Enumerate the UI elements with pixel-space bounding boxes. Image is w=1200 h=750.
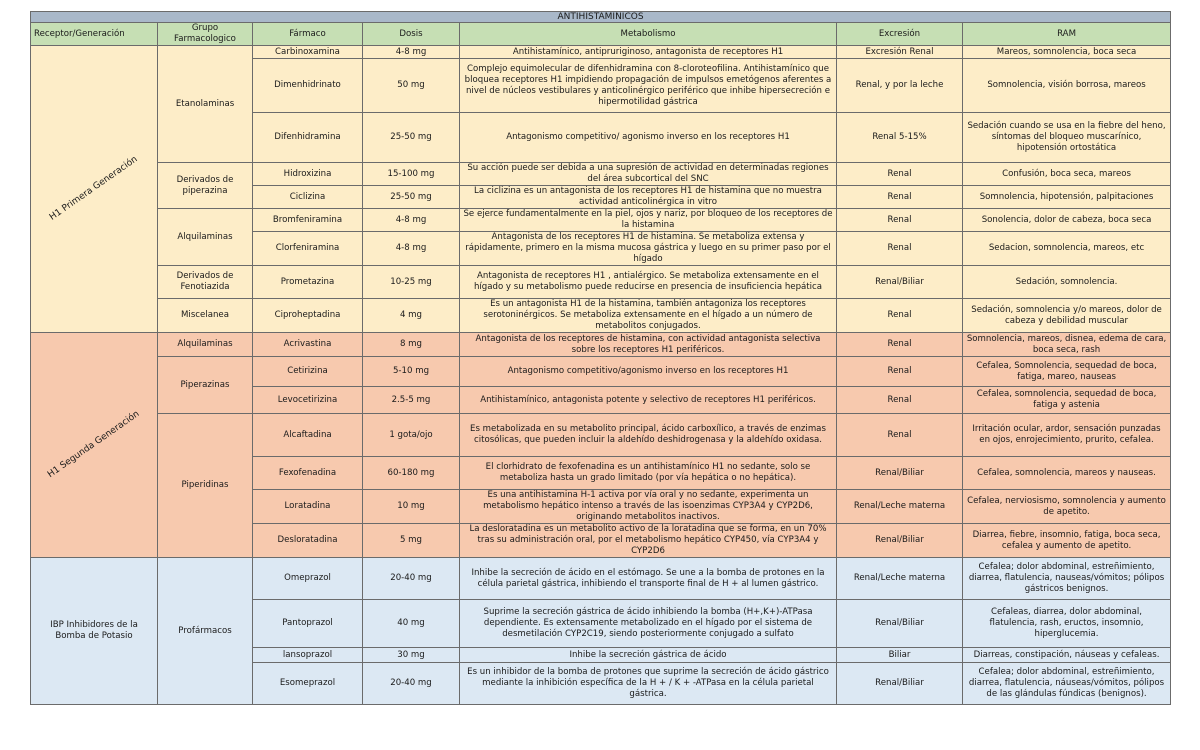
header-grupo: Grupo Farmacologico (158, 23, 253, 46)
adverse-reactions-cell: Diarrea, fiebre, insomnio, fatiga, boca seca, cefalea y aumento de apetito. (963, 524, 1171, 558)
drug-name-cell: Dimenhidrinato (253, 59, 363, 113)
excretion-cell: Renal/Biliar (837, 457, 963, 490)
dose-cell: 4-8 mg (363, 232, 460, 266)
drug-name-cell: Carbinoxamina (253, 46, 363, 59)
metabolism-cell: El clorhidrato de fexofenadina es un antihistamínico H1 no sedante, solo se metaboliza hasta un grado limitado (por vía hepática o no hepática). (460, 457, 837, 490)
drug-name-cell: Clorfeniramina (253, 232, 363, 266)
dose-cell: 25-50 mg (363, 186, 460, 209)
dose-cell: 5 mg (363, 524, 460, 558)
excretion-cell: Renal 5-15% (837, 113, 963, 163)
table-row (31, 333, 1171, 357)
adverse-reactions-cell: Diarreas, constipación, náuseas y cefaleas. (963, 648, 1171, 663)
drug-name-cell: Difenhidramina (253, 113, 363, 163)
metabolism-cell: Antihistamínico, antagonista potente y selectivo de receptores H1 periféricos. (460, 387, 837, 414)
metabolism-cell: Antagonismo competitivo/ agonismo inverso en los receptores H1 (460, 113, 837, 163)
header-excrecion: Excresión (837, 23, 963, 46)
metabolism-cell: Antagonismo competitivo/agonismo inverso en los receptores H1 (460, 357, 837, 387)
excretion-cell: Renal/Biliar (837, 663, 963, 705)
dose-cell: 50 mg (363, 59, 460, 113)
dose-cell: 10 mg (363, 490, 460, 524)
drug-name-cell: Bromfeniramina (253, 209, 363, 232)
metabolism-cell: La desloratadina es un metabolito activo de la loratadina que se forma, en un 70% tras su administración oral, por el metabolismo hepático CYP450, vía CYP3A4 y CYP2D6 (460, 524, 837, 558)
excretion-cell: Excresión Renal (837, 46, 963, 59)
drug-name-cell: Prometazina (253, 266, 363, 299)
drug-name-cell: Levocetirizina (253, 387, 363, 414)
drug-name-cell: Fexofenadina (253, 457, 363, 490)
drug-name-cell: lansoprazol (253, 648, 363, 663)
drug-name-cell: Acrivastina (253, 333, 363, 357)
antihistamine-table (30, 11, 1171, 705)
excretion-cell: Renal/Biliar (837, 524, 963, 558)
table-row (31, 414, 1171, 457)
drug-name-cell: Loratadina (253, 490, 363, 524)
header-receptor: Receptor/Generación (31, 23, 158, 46)
drug-name-cell: Ciproheptadina (253, 299, 363, 333)
metabolism-cell: Inhibe la secreción de ácido en el estómago. Se une a la bomba de protones en la célula parietal gástrica, inhibiendo el transporte final de H + al lumen gástrico. (460, 558, 837, 600)
metabolism-cell: Es un inhibidor de la bomba de protones que suprime la secreción de ácido gástrico mediante la inhibición específica de la H + / K + -ATPasa en la célula parietal gástrica. (460, 663, 837, 705)
pharmacologic-group-cell: Derivados de Fenotiazida (158, 266, 253, 299)
table-row (31, 558, 1171, 600)
adverse-reactions-cell: Somnolencia, mareos, disnea, edema de cara, boca seca, rash (963, 333, 1171, 357)
metabolism-cell: Antagonista de receptores H1 , antialérgico. Se metaboliza extensamente en el hígado y su metabolismo puede reducirse en presencia de insuficiencia hepática (460, 266, 837, 299)
dose-cell: 4 mg (363, 299, 460, 333)
pharmacologic-group-cell: Derivados de piperazina (158, 163, 253, 209)
adverse-reactions-cell: Sonolencia, dolor de cabeza, boca seca (963, 209, 1171, 232)
header-ram: RAM (963, 23, 1171, 46)
metabolism-cell: Inhibe la secreción gástrica de ácido (460, 648, 837, 663)
excretion-cell: Renal (837, 299, 963, 333)
adverse-reactions-cell: Irritación ocular, ardor, sensación punzadas en ojos, enrojecimiento, prurito, cefalea. (963, 414, 1171, 457)
excretion-cell: Renal (837, 163, 963, 186)
dose-cell: 30 mg (363, 648, 460, 663)
metabolism-cell: Antagonista de los receptores H1 de histamina. Se metaboliza extensa y rápidamente, primero en la misma mucosa gástrica y luego en su primer paso por el hígado (460, 232, 837, 266)
header-dosis: Dosis (363, 23, 460, 46)
adverse-reactions-cell: Somnolencia, hipotensión, palpitaciones (963, 186, 1171, 209)
drug-name-cell: Desloratadina (253, 524, 363, 558)
dose-cell: 10-25 mg (363, 266, 460, 299)
excretion-cell: Renal (837, 414, 963, 457)
table-row (31, 266, 1171, 299)
receptor-generation-label: H1 Segunda Generación (46, 409, 142, 481)
receptor-generation-cell: IBP Inhibidores de la Bomba de Potasio (31, 558, 158, 705)
table-row (31, 357, 1171, 387)
dose-cell: 20-40 mg (363, 663, 460, 705)
excretion-cell: Renal (837, 333, 963, 357)
pharmacologic-group-cell: Miscelanea (158, 299, 253, 333)
pharmacologic-group-cell: Alquilaminas (158, 333, 253, 357)
metabolism-cell: Es una antihistamina H-1 activa por vía oral y no sedante, experimenta un metabolismo hepático intenso a través de las isoenzimas CYP3A4 y CYP2D6, originando metabolitos inactivos. (460, 490, 837, 524)
dose-cell: 1 gota/ojo (363, 414, 460, 457)
table-row (31, 163, 1171, 186)
adverse-reactions-cell: Sedación cuando se usa en la fiebre del heno, síntomas del bloqueo muscarínico, hipotensión ortostática (963, 113, 1171, 163)
adverse-reactions-cell: Sedación, somnolencia y/o mareos, dolor de cabeza y debilidad muscular (963, 299, 1171, 333)
excretion-cell: Renal, y por la leche (837, 59, 963, 113)
metabolism-cell: Antihistamínico, antipruriginoso, antagonista de receptores H1 (460, 46, 837, 59)
metabolism-cell: Se ejerce fundamentalmente en la piel, ojos y nariz, por bloqueo de los receptores de la histamina (460, 209, 837, 232)
excretion-cell: Biliar (837, 648, 963, 663)
dose-cell: 4-8 mg (363, 46, 460, 59)
drug-name-cell: Alcaftadina (253, 414, 363, 457)
excretion-cell: Renal (837, 209, 963, 232)
adverse-reactions-cell: Confusión, boca seca, mareos (963, 163, 1171, 186)
adverse-reactions-cell: Somnolencia, visión borrosa, mareos (963, 59, 1171, 113)
metabolism-cell: Antagonista de los receptores de histamina, con actividad antagonista selectiva sobre los receptores H1 periféricos. (460, 333, 837, 357)
dose-cell: 4-8 mg (363, 209, 460, 232)
adverse-reactions-cell: Cefalea, Somnolencia, sequedad de boca, fatiga, mareo, nauseas (963, 357, 1171, 387)
drug-name-cell: Hidroxizina (253, 163, 363, 186)
dose-cell: 15-100 mg (363, 163, 460, 186)
drug-name-cell: Omeprazol (253, 558, 363, 600)
receptor-generation-cell (31, 46, 158, 333)
adverse-reactions-cell: Cefaleas, diarrea, dolor abdominal, flatulencia, rash, eructos, insomnio, hiperglucemia. (963, 600, 1171, 648)
excretion-cell: Renal (837, 186, 963, 209)
drug-name-cell: Esomeprazol (253, 663, 363, 705)
metabolism-cell: Suprime la secreción gástrica de ácido inhibiendo la bomba (H+,K+)-ATPasa dependiente. Es extensamente metabolizado en el hígado por el sistema de desmetilación CYP2C19, siendo posteriormente conjugado a sulfato (460, 600, 837, 648)
dose-cell: 25-50 mg (363, 113, 460, 163)
pharmacologic-group-cell: Piperazinas (158, 357, 253, 414)
metabolism-cell: Es un antagonista H1 de la histamina, también antagoniza los receptores serotoninérgicos. Se metaboliza extensamente en el hígado a un número de metabolitos conjugados. (460, 299, 837, 333)
header-metabolismo: Metabolismo (460, 23, 837, 46)
table-row (31, 209, 1171, 232)
excretion-cell: Renal/Leche materna (837, 558, 963, 600)
dose-cell: 5-10 mg (363, 357, 460, 387)
adverse-reactions-cell: Sedación, somnolencia. (963, 266, 1171, 299)
adverse-reactions-cell: Cefalea; dolor abdominal, estreñimiento, diarrea, flatulencia, nauseas/vómitos; pólipos gástricos benignos. (963, 558, 1171, 600)
dose-cell: 20-40 mg (363, 558, 460, 600)
title-row (31, 12, 1171, 23)
adverse-reactions-cell: Cefalea, nerviosismo, somnolencia y aumento de apetito. (963, 490, 1171, 524)
adverse-reactions-cell: Mareos, somnolencia, boca seca (963, 46, 1171, 59)
table-title: ANTIHISTAMINICOS (31, 12, 1171, 23)
drug-name-cell: Pantoprazol (253, 600, 363, 648)
excretion-cell: Renal (837, 232, 963, 266)
drug-name-cell: Ciclizina (253, 186, 363, 209)
excretion-cell: Renal (837, 357, 963, 387)
excretion-cell: Renal/Leche materna (837, 490, 963, 524)
dose-cell: 60-180 mg (363, 457, 460, 490)
pharmacologic-group-cell: Etanolaminas (158, 46, 253, 163)
metabolism-cell: Su acción puede ser debida a una supresión de actividad en determinadas regiones del área subcortical del SNC (460, 163, 837, 186)
dose-cell: 2.5-5 mg (363, 387, 460, 414)
receptor-generation-label: H1 Primera Generación (47, 154, 140, 223)
pharmacologic-group-cell: Profármacos (158, 558, 253, 705)
adverse-reactions-cell: Cefalea, somnolencia, sequedad de boca, fatiga y astenia (963, 387, 1171, 414)
antihistamine-table-sheet (30, 11, 1170, 705)
drug-name-cell: Cetirizina (253, 357, 363, 387)
excretion-cell: Renal/Biliar (837, 266, 963, 299)
metabolism-cell: La ciclizina es un antagonista de los receptores H1 de histamina que no muestra actividad anticolinérgica in vitro (460, 186, 837, 209)
header-farmaco: Fármaco (253, 23, 363, 46)
excretion-cell: Renal (837, 387, 963, 414)
adverse-reactions-cell: Cefalea; dolor abdominal, estreñimiento, diarrea, flatulencia, náuseas/vómitos, pólipos de las glándulas fúndicas (benignos). (963, 663, 1171, 705)
adverse-reactions-cell: Cefalea, somnolencia, mareos y nauseas. (963, 457, 1171, 490)
adverse-reactions-cell: Sedacion, somnolencia, mareos, etc (963, 232, 1171, 266)
table-row (31, 46, 1171, 59)
pharmacologic-group-cell: Alquilaminas (158, 209, 253, 266)
dose-cell: 8 mg (363, 333, 460, 357)
table-row (31, 299, 1171, 333)
receptor-generation-cell (31, 333, 158, 558)
pharmacologic-group-cell: Piperidinas (158, 414, 253, 558)
metabolism-cell: Complejo equimolecular de difenhidramina con 8-cloroteofilina. Antihistamínico que bloquea receptores H1 impidiendo propagación de impulsos emetógenos aferentes a nivel de núcleos vestibulares y anticolinérgico periférico que inhibe hipersecreción e hipermotilidad gástrica (460, 59, 837, 113)
dose-cell: 40 mg (363, 600, 460, 648)
excretion-cell: Renal/Biliar (837, 600, 963, 648)
header-row (31, 23, 1171, 46)
metabolism-cell: Es metabolizada en su metabolito principal, ácido carboxílico, a través de enzimas citosólicas, que pueden incluir la aldehído deshidrogenasa y la aldehído oxidasa. (460, 414, 837, 457)
